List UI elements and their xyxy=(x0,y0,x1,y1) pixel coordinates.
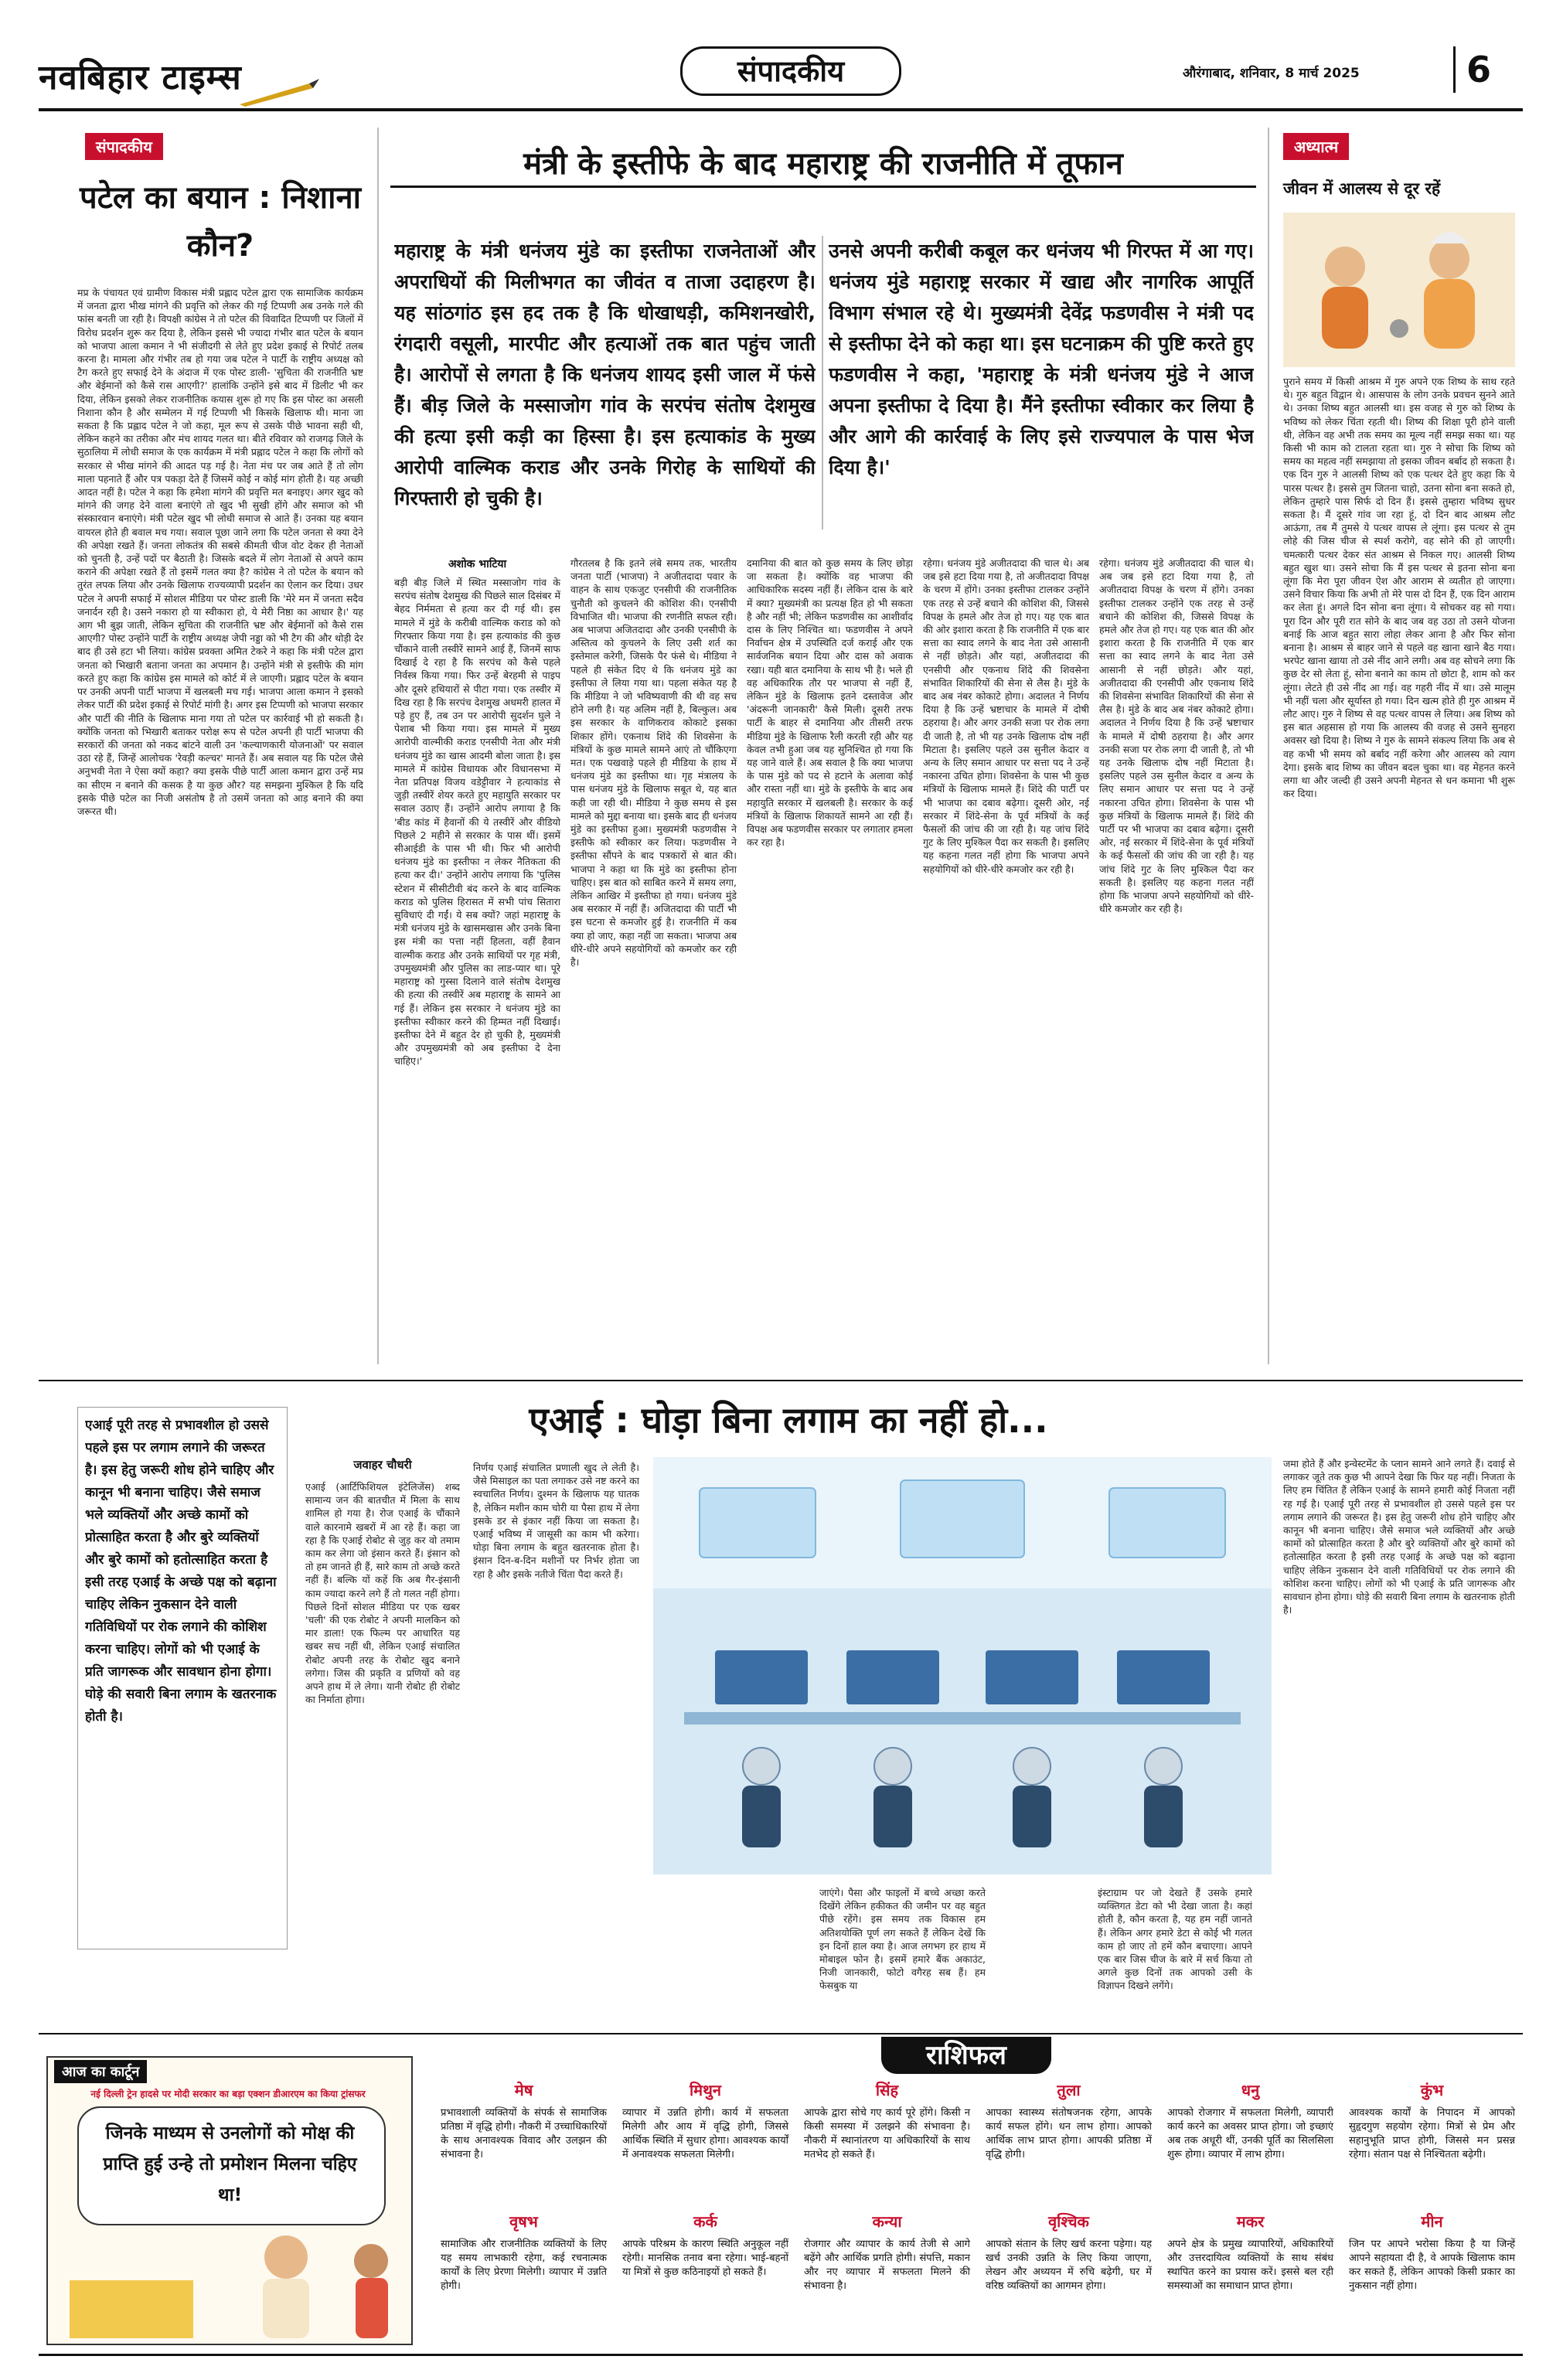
rashi-text: आपको रोजगार में सफलता मिलेगी, व्यापारी कार्य करने का अवसर प्राप्त होगा। जो इच्छाएं अब तक अधूरी थीं, उनकी पूर्ति का सिलसिला शुरू होगा। व्यापार में लाभ होगा। xyxy=(1167,2107,1333,2160)
main-author: अशोक भाटिया xyxy=(448,558,507,570)
ai-headline: एआई : घोड़ा बिना लगाम का नहीं हो... xyxy=(529,1399,1048,1441)
rashi-name: कर्क xyxy=(693,2212,717,2231)
main-col-2: गौरतलब है कि इतने लंबे समय तक, भारतीय जनता पार्टी (भाजपा) ने अजीतदादा पवार के वाहन के साथ एकजुट एनसीपी की राजनीतिक चुनौती को कुचलने की कोशिश की। एनसीपी विभाजित थी। भाजपा की रणनीति सफल रही। अब भाजपा अजितदादा और उनकी एनसीपी के अस्तित्व को कुचलने के लिए उसी शर्त का इस्तेमाल करेगी, जिसके पैर फंसे थे। मीडिया ने पहले ही संकेत दिए थे कि धनंजय मुंडे का इस्तीफा ले लिया गया था। पहला संकेत यह है कि मीडिया ने जो भविष्यवाणी की थी वह सच होने लगी है। यह अलिम नहीं है, बिल्कुल। अब इस सरकार के वाणिकराव कोकाटे इसका शिकार होंगे। एकनाथ शिंदे की शिवसेना के मंत्रियों के कुछ मामले सामने आएं तो चौंकिएगा मत। एक पखवाड़े पहले ही मीडिया के हाथ में धनंजय मुंडे का इस्तीफा था। गृह मंत्रालय के पास धनंजय मुंडे के खिलाफ सबूत थे, यह बात कही जा रही थी। मीडिया ने कुछ समय से इस मामले को मुद्दा बनाया था। इसके बाद ही धनंजय मुंडे का इस्तीफा हुआ। मुख्यमंत्री फडणवीस ने इस्तीफे को स्वीकार कर लिया। फडणवीस ने इस्तीफा सौंपने के बाद पत्रकारों से बात की। भाजपा ने कहा था कि मुंडे का इस्तीफा होना चाहिए। इस बात को साबित करने में समय लगा, लेकिन आखिर में इस्तीफा हो गया। धनंजय मुंडे अब सरकार में नहीं हैं। अजितदादा की पार्टी भी इस घटना से कमजोर हुई है। राजनीति में कब क्या हो जाए, कहा नहीं जा सकता। भाजपा अब धीरे-धीरे अपने सहयोगियों को कमजोर कर रही है। xyxy=(570,557,737,969)
main-col-1: बड़ी बीड़ जिले में स्थित मस्साजोग गांव के सरपंच संतोष देशमुख की पिछले साल दिसंबर में बेहद निर्ममता से हत्या कर दी गई थी। इस मामले में मुंडे के करीबी वाल्मिक कराड को को गिरफ्तार किया गया है। इस हत्याकांड की कुछ चौंकाने वाली तस्वीरें सामने आई हैं, जिनमें साफ दिखाई दे रहा है कि सरपंच को कैसे पहले निर्वस्त्र किया गया। फिर उन्हें बेरहमी से पाइप और दूसरे हथियारों से पीटा गया। एक तस्वीर में दिख रहा है कि सरपंच देशमुख अधमरी हालत में पड़े हुए हैं, तब उन पर आरोपी सुदर्शन घुले ने पेशाब भी किया गया। इस मामले में मुख्य आरोपी वाल्मीकी कराड एनसीपी नेता और मंत्री धनंजय मुंडे का खास आदमी बोला जाता है। इस मामले में कांग्रेस विधायक और विधानसभा में नेता प्रतिपक्ष विजय वडेट्टीवार ने हत्याकांड से जुड़ी तस्वीरें शेयर करते हुए महायुति सरकार पर सवाल उठाए हैं। उन्होंने आरोप लगाया है कि 'बीड कांड में हैवानों की ये तस्वीरें और वीडियो पिछले 2 महीने से सरकार के पास थीं। इसमें सीआईडी के पास भी थी। फिर भी आरोपी धनंजय मुंडे का इस्तीफा न लेकर नैतिकता की हत्या कर दी।' उन्होंने आरोप लगाया कि 'पुलिस स्टेशन में सीसीटीवी बंद करने के बाद वाल्मिक कराड को पुलिस हिरासत में सभी पांच सितारा सुविधाएं दी गईं। ये सब क्यों? जहां महाराष्ट्र के मंत्री धनंजय मुंडे के खासमखास और उनके बिना इस मंत्री का पत्ता नहीं हिलता, वहीं हैवान वाल्मीक कराड और उनके साथियों पर गृह मंत्री, उपमुख्यमंत्री और पुलिस का लाड-प्यार था। पूरे महाराष्ट्र को गुस्सा दिलाने वाले संतोष देशमुख की हत्या की तस्वीरें अब महाराष्ट्र के सामने आ गई हैं। लेकिन इस सरकार ने धनंजय मुंडे का इस्तीफा स्वीकार करने की हिम्मत नहीं दिखाई। इस्तीफा देने में बहुत देर हो चुकी है, मुख्यमंत्री और उपमुख्यमंत्री को अब इस्तीफा दे देना चाहिए।' xyxy=(394,577,560,1067)
rashi-name: धनु xyxy=(1241,2081,1260,2099)
ai-col-4: इंस्टाग्राम पर जो देखते हैं उसके हमारे व्यक्तिगत डेटा को भी देखा जाता है। कहां होती है, कौन करता है, यह हम नहीं जानते हैं। लेकिन अगर हमारे डेटा से कोई भी गलत काम हो जाए तो हमें कौन बचाएगा। आपने एक बार जिस चीज के बारे में सर्च किया तो अगले कुछ दिनों तक आपको उसी के विज्ञापन दिखने लगेंगे। xyxy=(1098,1887,1252,1992)
ai-col-3: जाएंगे। पैसा और फाइलों में बच्चे अच्छा करते दिखेंगे लेकिन हकीकत की जमीन पर वह बहुत पीछे रहेंगे। इस समय तक विकास हम अतिशयोक्ति पूर्ण लग सकते हैं लेकिन देखें कि इन दिनों हाल क्या है। आज लगभग हर हाथ में मोबाइल फोन है। इसमें हमारे बैंक अकाउंट, निजी जानकारी, फोटो वगैरह सब हैं। हम फेसबुक या xyxy=(819,1887,986,1992)
rashi-text: आपके परिश्रम के कारण स्थिति अनुकूल नहीं रहेगी। मानसिक तनाव बना रहेगा। भाई-बहनों या मित्रों से कुछ कठिनाइयों हो सकते हैं। xyxy=(622,2239,788,2278)
adhyatma-headline: जीवन में आलस्य से दूर रहें xyxy=(1283,179,1441,198)
cartoon-caption: नई दिल्ली ट्रेन हादसे पर मोदी सरकार का बड़ा एक्शन डीआरएम का किया ट्रांसफर xyxy=(90,2089,366,2099)
ai-author: जवाहर चौधरी xyxy=(353,1458,412,1472)
cartoon-tag: आज का कार्टून xyxy=(54,2060,147,2083)
rashi-name: तुला xyxy=(1057,2081,1081,2099)
pen-icon xyxy=(236,77,321,108)
rashi-name: मकर xyxy=(1236,2212,1265,2231)
rashi-text: आपके द्वारा सोचे गए कार्य पूरे होंगे। किसी न किसी समस्या में उलझने की संभावना है। नौकरी में स्थानांतरण या अधिकारियों के साथ मतभेद हो सकते हैं। xyxy=(804,2107,970,2160)
divider xyxy=(1268,128,1269,1364)
divider xyxy=(822,236,823,529)
rashi-text: जिन पर आपने भरोसा किया है या जिन्हें आपने सहायता दी है, वे आपके खिलाफ काम कर सकते हैं, लेकिन आपको किसी प्रकार का नुकसान नहीं होगा। xyxy=(1349,2239,1515,2292)
editorial-body: मप्र के पंचायत एवं ग्रामीण विकास मंत्री प्रह्लाद पटेल द्वारा एक सामाजिक कार्यक्रम में जनता द्वारा भीख मांगने की प्रवृत्ति को लेकर की गई टिप्पणी अब उनके गले की फांस बनती जा रही है। विपक्षी कांग्रेस ने तो पटेल की विवादित टिप्पणी पर जिलों में विरोध प्रदर्शन शुरू कर दिया है, लेकिन इससे भी ज्यादा गंभीर बात पटेल के बयान को भाजपा आला कमान ने भी संजीदगी से लेते हुए प्रदेश इकाई से रिपोर्ट तलब करना है। मामला और गंभीर तब हो गया जब पटेल ने पार्टी के राष्ट्रीय अध्यक्ष को टैग करते हुए सफाई देने के अंदाज में एक पोस्ट डाली- 'सुचिता की राजनीति भ्रष्ट और बेईमानों को कैसे रास आएगी?' हालांकि उन्होंने इसे बाद में डिलीट भी कर दिया, लेकिन इसको लेकर राजनीतिक कयास शुरू हो गए कि इस पोस्ट का असली निशाना कौन है और सम्मेलन में गई टिप्पणी भी किसके खिलाफ थी। माना जा सकता है कि प्रह्लाद पटेल ने जो कहा, मूल रूप से उसके पीछे भावना सही थी, लेकिन कहने का तरीका और मंच शायद गलत था। बीते रविवार को राजगढ़ जिले के सुठालिया में लोधी समाज के एक कार्यक्रम में मंत्री प्रह्लाद पटेल ने कहा कि लोगों को सरकार से भीख मांगने की आदत पड़ गई है। नेता मंच पर जब आते हैं तो लोग माला पहनाते हैं और पत्र पकड़ा देते हैं जिसमें कोई न कोई मांग होती है। यह अच्छी आदत नहीं है। पटेल ने कहा कि हमेशा मांगने की प्रवृत्ति मत बनाइए। अगर खुद को मांगने की जगह देने वाला बनाएंगे तो खुद भी सुखी होंगे और समाज को भी संस्कारवान बनाएंगे। मंत्री पटेल खुद भी लोधी समाज से आते हैं। उनका यह बयान वायरल होते ही बवाल मच गया। सवाल पूछा जाने लगा कि पटेल जनता से क्या देने की अपेक्षा रखते हैं। जनता लोकतंत्र की सबसे कीमती चीज वोट देकर ही नेताओं को चुनती है, उन्हें पदों पर बैठाती है। जिसके बदले में लोग नेताओं से अपने काम कराने की अपेक्षा रखते हैं तो इसमें गलत क्या है? कांग्रेस ने तो पटेल के बयान को तुरंत लपक लिया और उनके खिलाफ राज्यव्यापी प्रदर्शन का ऐलान कर दिया। उधर पटेल ने अपनी सफाई में सोशल मीडिया पर पोस्ट डाली कि 'मेरे मन में जनता सदैव जनार्दन रही है। उसने नकारा हो या स्वीकारा हो, ये मेरी निष्ठा का आधार है।' यह आग भी बुझ जाती, लेकिन सुचिता की राजनीति भ्रष्ट और बेईमानों को कैसे रास आएगी? पोस्ट उन्होंने पार्टी के राष्ट्रीय अध्यक्ष जेपी नड्डा को भी टैग की और थोड़ी देर बाद ही उसे हटा भी लिया। कांग्रेस प्रवक्ता अमित टेकरे ने कहा कि मंत्री पटेल द्वारा जनता को भिखारी बताना जनता का अपमान है। उन्होंने मंत्री से इस्तीफे की मांग करते हुए कहा कि कांग्रेस इस मामले को कोर्ट में ले जाएगी। प्रह्लाद पटेल के बयान पर उनकी अपनी पार्टी भाजपा में खलबली मच गई। भाजपा आला कमान ने इसको लेकर पार्टी की प्रदेश इकाई से रिपोर्ट मांगी है। अगर इस टिप्पणी को भाजपा सरकार और पार्टी की नीति के खिलाफ माना गया तो पटेल पर कार्रवाई भी हो सकती है। क्योंकि जनता को भिखारी बताकर परोक्ष रूप से पटेल अपनी ही पार्टी भाजपा की सरकारों की जनता को नकद बांटने वाली उन 'कल्याणकारी योजनाओं' पर सवाल उठा रहे हैं, जिन्हें आलोचक 'रेवड़ी कल्चर' मानते हैं। अब सवाल यह कि पटेल जैसे अनुभवी नेता ने ऐसा क्यों कहा? क्या इसके पीछे पार्टी आला कमान द्वारा उन्हें मप्र का सीएम न बनाने की कसक है या कुछ और? यह समझना मुश्किल है कि यदि इसके पीछे पटेल का निजी असंतोष है तो उसमें जनता को आड़ बनाने की क्या जरूरत थी। xyxy=(77,287,363,817)
rashi-name: कन्या xyxy=(872,2212,902,2231)
rashi-name: कुंभ xyxy=(1420,2081,1444,2099)
ai-col-5: जमा होते हैं और इन्वेस्टमेंट के प्लान सामने आने लगते हैं। दवाई से लगाकर जूते तक कुछ भी आपने देखा कि फिर यह नहीं। निजता के लिए हम चिंतित हैं लेकिन एआई के सामने हमारी कोई निजता नहीं रह गई है। एआई पूरी तरह से प्रभावशील हो उससे पहले इस पर लगाम लगाने की जरूरत है। इस हेतु जरूरी शोध होने चाहिए और कानून भी बनाना चाहिए। जैसे समाज भले व्यक्तियों और अच्छे कामों को प्रोत्साहित करता है और बुरे व्यक्तियों और बुरे कामों को हतोत्साहित करता है इसी तरह एआई के अच्छे पक्ष को बढ़ाना चाहिए लेकिन नुकसान देने वाली गतिविधियों पर रोक लगाने की कोशिश करना चाहिए। लोगों को भी एआई के प्रति जागरूक और सावधान होना होगा। घोड़े की सवारी बिना लगाम के खतरनाक होती है। xyxy=(1283,1458,1515,1616)
rashi-name: मीन xyxy=(1421,2212,1443,2231)
rashi-text: आवश्यक कार्यों के निपादन में आपको सुहृदगुण सहयोग रहेगा। मित्रों से प्रेम और सहानुभूति प्राप्त होगी, जिससे मन प्रसन्न रहेगा। संतान पक्ष से निश्चितता बढ़ेगी। xyxy=(1349,2107,1515,2160)
dateline: औरंगाबाद, शनिवार, 8 मार्च 2025 xyxy=(1183,66,1360,81)
rashi-name: सिंह xyxy=(875,2081,899,2099)
rashi-text: अपने क्षेत्र के प्रमुख व्यापारियों, अधिकारियों और उत्तरदायित्व व्यक्तियों के साथ संबंध स्थापित करने का प्रयास करें। इससे बल रही समस्याओं का समाधान प्राप्त होगा। xyxy=(1167,2239,1333,2292)
rashi-name: वृषभ xyxy=(509,2212,538,2231)
rashi-text: आपका स्वास्थ्य संतोषजनक रहेगा, आपके कार्य सफल होंगे। धन लाभ होगा। आपको आर्थिक लाभ प्राप्त होगा। आपकी प्रतिष्ठा में वृद्धि होगी। xyxy=(986,2107,1152,2160)
section-rule xyxy=(39,1380,1523,1381)
adhyatma-tag: अध्यात्म xyxy=(1283,133,1349,160)
ai-office-illustration xyxy=(653,1457,1272,1874)
rashifal-title: राशिफल xyxy=(881,2037,1051,2074)
section-rule xyxy=(39,2033,1523,2034)
editorial-headline: पटेल का बयान : निशाना कौन? xyxy=(79,180,362,264)
main-col-4: रहेगा। धनंजय मुंडे अजीतदादा की चाल थे। अब जब इसे हटा दिया गया है, तो अजीतदादा विपक्ष के चरण में होंगे। उनका इस्तीफा टालकर उन्होंने एक तरह से उन्हें बचाने की कोशिश की, जिससे विपक्ष के हमले और तेज हो गए। यह एक बात की ओर इशारा करता है कि राजनीति में एक बार सत्ता का स्वाद लगने के बाद नेता उसे आसानी से नहीं छोड़ते। और यहां, अजीतदादा की एनसीपी और एकनाथ शिंदे की शिवसेना संभावित शिकारियों की सेना से लैस है। मुंडे के बाद अब नंबर कोकाटे होगा। अदालत ने निर्णय दिया है कि उन्हें भ्रष्टाचार के मामले में दोषी ठहराया है। और अगर उनकी सजा पर रोक लगा दी जाती है, तो भी यह उनके खिलाफ दोष नहीं मिटाता है। इसलिए पहले उस सुनील केदार व अन्य के लिए समान आधार पर सत्ता पद ने उन्हें नकारना उचित होगा। शिवसेना के पास भी कुछ मंत्रियों के खिलाफ मामले हैं। शिंदे की पार्टी पर भी भाजपा का दबाव बढ़ेगा। दूसरी ओर, नई सरकार में शिंदे-सेना के पूर्व मंत्रियों के कई फैसलों की जांच की जा रही है। यह जांच शिंदे गुट के लिए मुश्किल पैदा कर सकती है। इसलिए यह कहना गलत नहीं होगा कि भाजपा अपने सहयोगियों को धीरे-धीरे कमजोर कर रही है। xyxy=(923,557,1089,875)
rashi-text: आपको संतान के लिए खर्च करना पड़ेगा। यह खर्च उनकी उन्नति के लिए किया जाएगा, लेखन और अध्ययन में रुचि बढ़ेगी, घर में वरिष्ठ व्यक्तियों का आगमन होगा। xyxy=(986,2239,1152,2292)
page-number: 6 xyxy=(1453,46,1502,93)
ai-col-1: एआई (आर्टिफिशियल इंटेलिजेंस) शब्द सामान्य जन की बातचीत में मिला के साथ शामिल हो गया है। रोज एआई के चौंकाने वाले कारनामे खबरों में आ रहे हैं। कहा जा रहा है कि एआई रोबोट से जुड़ कर वो तमाम काम कर लेगा जो इंसान करते हैं। इंसान को तो हम जानते ही हैं, सारे काम तो अच्छे करते नहीं हैं। बल्कि यों कहें कि अब गैर-इंसानी काम ज्यादा करने लगे हैं तो गलत नहीं होगा। पिछले दिनों सोशल मीडिया पर एक खबर 'चली' की एक रोबोट ने अपनी मालकिन को मार डाला! एक फिल्म पर आधारित यह खबर सच नहीं थी, लेकिन एआई संचालित रोबोट अपनी तरह के रोबोट खुद बनाने लगेगा। जिस की प्रकृति व प्रणियों को वह अपने हाथ में ले लेगा। यानी रोबोट ही रोबोट का निर्माता होगा। xyxy=(305,1481,460,1706)
masthead xyxy=(39,46,1523,108)
section-title: संपादकीय xyxy=(680,46,901,96)
ai-pullquote: एआई पूरी तरह से प्रभावशील हो उससे पहले इस पर लगाम लगाने की जरूरत है। इस हेतु जरूरी शोध होने चाहिए और कानून भी बनाना चाहिए। जैसे समाज भले व्यक्तियों और अच्छे कामों को प्रोत्साहित करता है और बुरे व्यक्तियों और बुरे कामों को हतोत्साहित करता है इसी तरह एआई के अच्छे पक्ष को बढ़ाना चाहिए लेकिन नुकसान देने वाली गतिविधियों पर रोक लगाने की कोशिश करना चाहिए। लोगों को भी एआई के प्रति जागरूक और सावधान होना होगा। घोड़े की सवारी बिना लगाम के खतरनाक होती है। xyxy=(85,1418,277,1725)
adhyatma-body: पुराने समय में किसी आश्रम में गुरु अपने एक शिष्य के साथ रहते थे। गुरु बहुत विद्वान थे। आसपास के लोग उनके प्रवचन सुनने आते थे। उनका शिष्य बहुत आलसी था। इस वजह से गुरु को शिष्य के भविष्य को लेकर चिंता रहती थी। शिष्य की शिक्षा पूरी होने वाली थी, लेकिन वह अभी तक समय का मूल्य नहीं समझ सका था। यह किसी भी काम को टालता रहता था। गुरु ने सोचा कि शिष्य को समय का महत्व नहीं समझाया तो इसका जीवन बर्बाद हो सकता है। एक दिन गुरु ने आलसी शिष्य को एक पत्थर देते हुए कहा कि ये पारस पत्थर है। इससे तुम जितना चाहो, उतना सोना बना सकते हो, लेकिन तुम्हारे पास सिर्फ दो दिन हैं। इससे तुम्हारा भविष्य सुधर सकता है। मैं दूसरे गांव जा रहा हूं, दो दिन बाद आश्रम लौट आऊंगा, तब मैं तुमसे ये पत्थर वापस ले लूंगा। इस पत्थर से तुम लोहे की जिस चीज से स्पर्श करोगे, वह सोने की हो जाएगी। चमत्कारी पत्थर देकर संत आश्रम से निकल गए। आलसी शिष्य बहुत खुश था। उसने सोचा कि मैं इस पत्थर से इतना सोना बना लूंगा कि मेरा पूरा जीवन ऐश और आराम से व्यतीत हो जाएगा। उसने विचार किया कि अभी तो मेरे पास दो दिन हैं, एक दिन आराम कर लेता हूं। अगले दिन सोना बना लूंगा। ये सोचकर वह सो गया। पूरा दिन और पूरी रात सोने के बाद जब वह उठा तो उसने योजना बनाई कि आज बहुत सारा लोहा लेकर आना है और फिर सोना बनाना है। आश्रम से बाहर जाने से पहले वह खाना खाने बैठ गया। भरपेट खाना खाया तो उसे नींद आने लगी। अब वह सोचने लगा कि कुछ देर सो लेता हूं, सोना बनाने का काम तो छोटा है, शाम को कर लूंगा। लेटते ही उसे नींद आ गई। वह गहरी नींद में था। उसे मालूम भी नहीं चला और सूर्यास्त हो गया। दिन खत्म होते ही गुरु आश्रम में लौट आए। गुरु ने शिष्य से वह पत्थर वापस ले लिया। अब शिष्य को इस बात अहसास हो गया कि आलस्य की वजह से उसने सुनहरा अवसर खो दिया है। शिष्य ने गुरु के सामने संकल्प लिया कि अब से वह कभी भी समय को बर्बाद नहीं करेगा और आलस्य को त्याग देगा। इसके बाद शिष्य का जीवन बदल चुका था। वह मेहनत करने लगा था और जल्दी ही उसने अपनी मेहनत से धन कमाना भी शुरू कर दिया। xyxy=(1283,376,1515,800)
editorial-tag: संपादकीय xyxy=(85,133,163,160)
rashi-text: प्रभावशाली व्यक्तियों के संपर्क से सामाजिक प्रतिष्ठा में वृद्धि होगी। नौकरी में उच्चाधिकारियों के साथ अनावश्यक विवाद और उलझन की संभावना है। xyxy=(441,2107,607,2160)
cartoon-figures xyxy=(54,2226,402,2338)
paper-name: नवबिहार टाइम्स xyxy=(39,58,242,97)
main-headline: मंत्री के इस्तीफे के बाद महाराष्ट्र की राजनीति में तूफान xyxy=(523,146,1123,182)
rashi-name: मेष xyxy=(514,2081,533,2099)
cartoon-speech: जिनके माध्यम से उनलोगों को मोक्ष की प्राप्ति हुई उन्हे तो प्रमोशन मिलना चहिए था! xyxy=(103,2123,357,2205)
rashi-name: मिथुन xyxy=(689,2081,722,2099)
rashi-text: सामाजिक और राजनीतिक व्यक्तियों के लिए यह समय लाभकारी रहेगा, कई रचनात्मक कार्यों के लिए प्रेरणा मिलेगी। व्यापार में उन्नति होगी। xyxy=(441,2239,607,2292)
divider xyxy=(377,128,379,1364)
rashi-text: व्यापार में उन्नति होगी। कार्य में सफलता मिलेगी और आय में वृद्धि होगी, जिससे आर्थिक स्थिति में सुधार होगा। आवश्यक कार्यों में अनावश्यक सफलता मिलेगी। xyxy=(622,2107,788,2160)
lead-right: उनसे अपनी करीबी कबूल कर धनंजय भी गिरफ्त में आ गए। धनंजय मुंडे महाराष्ट्र सरकार में खाद्य और नागरिक आपूर्ति विभाग संभाल रहे थे। मुख्यमंत्री देवेंद्र फडणवीस ने मंत्री पद से इस्तीफा देने को कहा था। इस घटनाक्रम की पुष्टि करते हुए फडणवीस ने कहा, 'महाराष्ट्र के मंत्री धनंजय मुंडे ने आज अपना इस्तीफा दे दिया है। मैंने इस्तीफा स्वीकार कर लिया है और आगे की कार्रवाई के लिए इसे राज्यपाल के पास भेज दिया है।' xyxy=(829,240,1254,478)
rashi-name: वृश्चिक xyxy=(1048,2212,1089,2231)
main-headline-rule xyxy=(390,186,1256,188)
masthead-rule xyxy=(39,108,1523,111)
bottom-rule xyxy=(39,2354,1523,2356)
guru-shishya-illustration xyxy=(1283,213,1515,367)
ai-col-2: निर्णय एआई संचालित प्रणाली खुद ले लेती है। जैसे मिसाइल का पता लगाकर उसे नष्ट करने का स्वचालित निर्णय। दुश्मन के खिलाफ यह घातक है, लेकिन मशीन काम चोरी या पैसा हाथ में लेगा इसके डर से इंकार नहीं किया जा सकता है। एआई भविष्य में जासूसी का काम भी करेगा। घोड़ा बिना लगाम के बहुत खतरनाक होता है। इंसान दिन-ब-दिन मशीनों पर निर्भर होता जा रहा है और इसके नतीजे चिंता पैदा करते हैं। xyxy=(473,1462,639,1580)
rashi-text: रोजगार और व्यापार के कार्य तेजी से आगे बढ़ेंगे और आर्थिक प्रगति होगी। संपत्ति, मकान और नए व्यापार में सफलता मिलने की संभावना है। xyxy=(804,2239,970,2292)
main-col-5: रहेगा। धनंजय मुंडे अजीतदादा की चाल थे। अब जब इसे हटा दिया गया है, तो अजीतदादा विपक्ष के चरण में होंगे। उनका इस्तीफा टालकर उन्होंने एक तरह से उन्हें बचाने की कोशिश की, जिससे विपक्ष के हमले और तेज हो गए। यह एक बात की ओर इशारा करता है कि राजनीति में एक बार सत्ता का स्वाद लगने के बाद नेता उसे आसानी से नहीं छोड़ते। और यहां, अजीतदादा की एनसीपी और एकनाथ शिंदे की शिवसेना संभावित शिकारियों की सेना से लैस है। मुंडे के बाद अब नंबर कोकाटे होगा। अदालत ने निर्णय दिया है कि उन्हें भ्रष्टाचार के मामले में दोषी ठहराया है। और अगर उनकी सजा पर रोक लगा दी जाती है, तो भी यह उनके खिलाफ दोष नहीं मिटाता है। इसलिए पहले उस सुनील केदार व अन्य के लिए समान आधार पर सत्ता पद ने उन्हें नकारना उचित होगा। शिवसेना के पास भी कुछ मंत्रियों के खिलाफ मामले हैं। शिंदे की पार्टी पर भी भाजपा का दबाव बढ़ेगा। दूसरी ओर, नई सरकार में शिंदे-सेना के पूर्व मंत्रियों के कई फैसलों की जांच की जा रही है। यह जांच शिंदे गुट के लिए मुश्किल पैदा कर सकती है। इसलिए यह कहना गलत नहीं होगा कि भाजपा अपने सहयोगियों को धीरे-धीरे कमजोर कर रही है। xyxy=(1099,557,1254,915)
lead-left: महाराष्ट्र के मंत्री धनंजय मुंडे का इस्तीफा राजनेताओं और अपराधियों की मिलीभगत का जीवंत व ताजा उदाहरण है। यह सांठगांठ इस हद तक है कि धोखाधड़ी, कमिशनखोरी, रंगदारी वसूली, मारपीट और हत्याओं तक बात पहुंच जाती है। आरोपों से लगता है कि धनंजय शायद इसी जाल में फंसे हैं। बीड़ जिले के मस्साजोग गांव के सरपंच संतोष देशमुख की हत्या इसी कड़ी का हिस्सा है। इस हत्याकांड के मुख्य आरोपी वाल्मिक कराड और उनके गिरोह के साथियों की गिरफ्तारी हो चुकी है। xyxy=(394,240,816,509)
main-col-3: दमानिया की बात को कुछ समय के लिए छोड़ा जा सकता है। क्योंकि वह भाजपा की आधिकारिक सदस्य नहीं हैं। लेकिन दास के बारे में क्या? मुख्यमंत्री का प्रत्यक्ष हित हो भी सकता है और नहीं भी; लेकिन फडणवीस का आशीर्वाद दास के लिए निश्चित था। फडणवीस ने अपने निर्वाचन क्षेत्र में उपस्थिति दर्ज कराई और एक सार्वजनिक बयान दिया और दास को अवाक रखा। यही बात दमानिया के साथ भी है। भले ही वह अधिकारिक तौर पर भाजपा से नहीं हैं, लेकिन मुंडे के खिलाफ इतने दस्तावेज और 'अंदरूनी जानकारी' कैसे मिली। दूसरी तरफ पार्टी के बाहर से दमानिया और तीसरी तरफ मीडिया मुंडे के खिलाफ रैली करती रही और यह केवल तभी हुआ जब यह सुनिश्चित हो गया कि यह जाने वाले हैं। अब सवाल है कि क्या भाजपा के पास मुंडे को पद से हटाने के अलावा कोई और रास्ता नहीं था। मुंडे के इस्तीफे के बाद अब महायुति सरकार में खलबली है। सरकार के कई मंत्रियों के खिलाफ शिकायतें सामने आ रही हैं। विपक्ष अब फडणवीस सरकार पर लगातार हमला कर रहा है। xyxy=(747,557,913,849)
